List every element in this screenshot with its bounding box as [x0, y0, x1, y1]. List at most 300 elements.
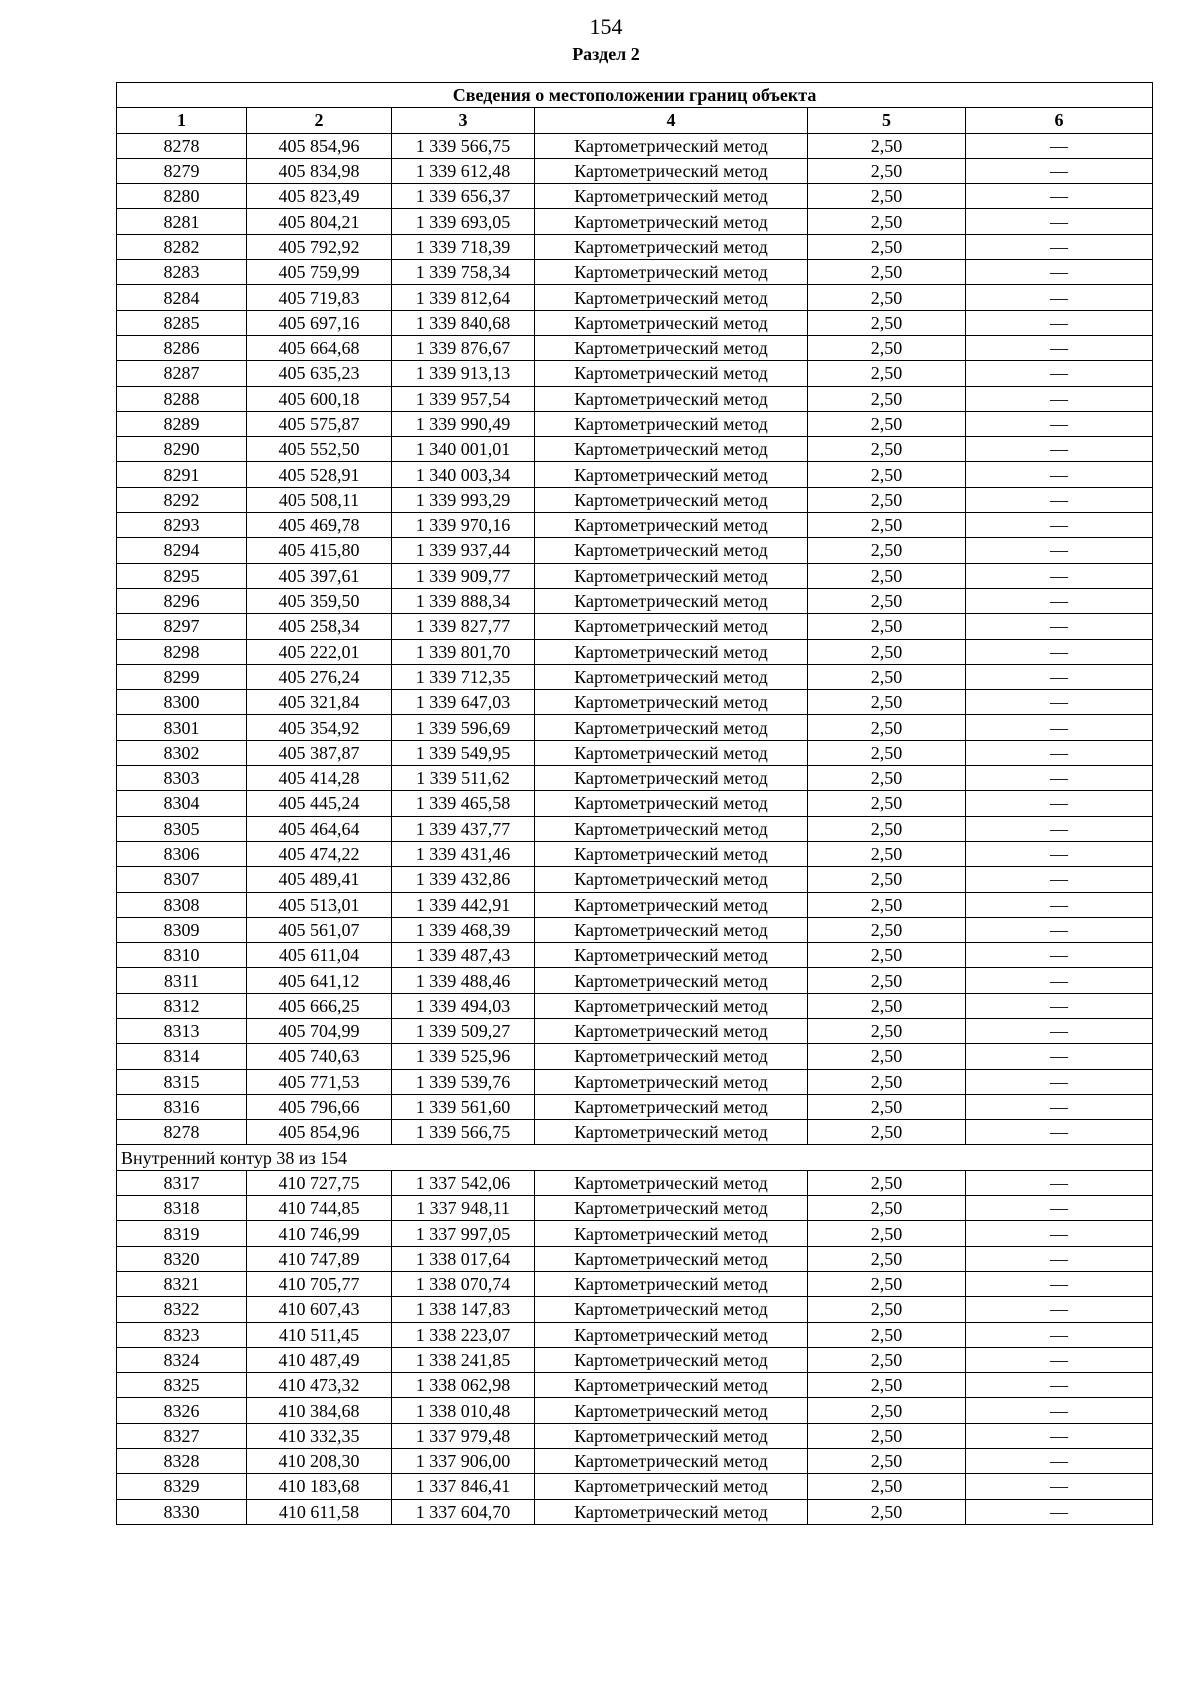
description-cell: — — [966, 968, 1153, 993]
description-cell: — — [966, 715, 1153, 740]
x-coordinate-cell: 405 854,96 — [247, 1120, 392, 1145]
description-cell: — — [966, 1196, 1153, 1221]
table-row — [117, 563, 1153, 588]
point-number-cell: 8280 — [117, 184, 247, 209]
method-cell: Картометрический метод — [535, 1499, 808, 1524]
table-row — [117, 1271, 1153, 1296]
method-cell: Картометрический метод — [535, 993, 808, 1018]
accuracy-cell: 2,50 — [808, 538, 966, 563]
method-cell: Картометрический метод — [535, 1271, 808, 1296]
table-row — [117, 1423, 1153, 1448]
description-cell: — — [966, 614, 1153, 639]
x-coordinate-cell: 410 473,32 — [247, 1373, 392, 1398]
y-coordinate-cell: 1 339 801,70 — [392, 639, 535, 664]
y-coordinate-cell: 1 339 656,37 — [392, 184, 535, 209]
accuracy-cell: 2,50 — [808, 1347, 966, 1372]
accuracy-cell: 2,50 — [808, 1044, 966, 1069]
y-coordinate-cell: 1 339 970,16 — [392, 513, 535, 538]
accuracy-cell: 2,50 — [808, 386, 966, 411]
point-number-cell: 8314 — [117, 1044, 247, 1069]
table-row — [117, 1297, 1153, 1322]
y-coordinate-cell: 1 337 604,70 — [392, 1499, 535, 1524]
accuracy-cell: 2,50 — [808, 1094, 966, 1119]
method-cell: Картометрический метод — [535, 968, 808, 993]
y-coordinate-cell: 1 339 990,49 — [392, 411, 535, 436]
description-cell: — — [966, 1449, 1153, 1474]
table-caption-row — [117, 83, 1153, 108]
y-coordinate-cell: 1 339 758,34 — [392, 260, 535, 285]
x-coordinate-cell: 410 511,45 — [247, 1322, 392, 1347]
method-cell: Картометрический метод — [535, 158, 808, 183]
accuracy-cell: 2,50 — [808, 1196, 966, 1221]
y-coordinate-cell: 1 339 712,35 — [392, 664, 535, 689]
method-cell: Картометрический метод — [535, 740, 808, 765]
x-coordinate-cell: 405 771,53 — [247, 1069, 392, 1094]
accuracy-cell: 2,50 — [808, 1297, 966, 1322]
column-number: 4 — [535, 108, 808, 133]
accuracy-cell: 2,50 — [808, 867, 966, 892]
section-title: Раздел 2 — [572, 44, 640, 64]
table-row — [117, 209, 1153, 234]
x-coordinate-cell: 405 792,92 — [247, 234, 392, 259]
method-cell: Картометрический метод — [535, 690, 808, 715]
method-cell: Картометрический метод — [535, 260, 808, 285]
method-cell: Картометрический метод — [535, 538, 808, 563]
accuracy-cell: 2,50 — [808, 993, 966, 1018]
table-row — [117, 614, 1153, 639]
y-coordinate-cell: 1 339 442,91 — [392, 892, 535, 917]
x-coordinate-cell: 405 321,84 — [247, 690, 392, 715]
method-cell: Картометрический метод — [535, 917, 808, 942]
point-number-cell: 8309 — [117, 917, 247, 942]
description-cell: — — [966, 690, 1153, 715]
method-cell: Картометрический метод — [535, 1474, 808, 1499]
method-cell: Картометрический метод — [535, 867, 808, 892]
point-number-cell: 8284 — [117, 285, 247, 310]
method-cell: Картометрический метод — [535, 1322, 808, 1347]
y-coordinate-cell: 1 339 488,46 — [392, 968, 535, 993]
description-cell: — — [966, 892, 1153, 917]
description-cell: — — [966, 1398, 1153, 1423]
x-coordinate-cell: 405 796,66 — [247, 1094, 392, 1119]
accuracy-cell: 2,50 — [808, 1221, 966, 1246]
description-cell: — — [966, 184, 1153, 209]
point-number-cell: 8329 — [117, 1474, 247, 1499]
method-cell: Картометрический метод — [535, 614, 808, 639]
y-coordinate-cell: 1 338 070,74 — [392, 1271, 535, 1296]
accuracy-cell: 2,50 — [808, 816, 966, 841]
description-cell: — — [966, 1297, 1153, 1322]
x-coordinate-cell: 405 719,83 — [247, 285, 392, 310]
point-number-cell: 8290 — [117, 437, 247, 462]
x-coordinate-cell: 405 387,87 — [247, 740, 392, 765]
table-row — [117, 993, 1153, 1018]
point-number-cell: 8330 — [117, 1499, 247, 1524]
description-cell: — — [966, 1120, 1153, 1145]
point-number-cell: 8286 — [117, 335, 247, 360]
accuracy-cell: 2,50 — [808, 462, 966, 487]
table-row — [117, 538, 1153, 563]
table-row — [117, 1347, 1153, 1372]
method-cell: Картометрический метод — [535, 892, 808, 917]
point-number-cell: 8294 — [117, 538, 247, 563]
description-cell: — — [966, 791, 1153, 816]
table-row — [117, 1246, 1153, 1271]
point-number-cell: 8307 — [117, 867, 247, 892]
x-coordinate-cell: 405 414,28 — [247, 766, 392, 791]
description-cell: — — [966, 411, 1153, 436]
y-coordinate-cell: 1 337 846,41 — [392, 1474, 535, 1499]
method-cell: Картометрический метод — [535, 513, 808, 538]
table-row — [117, 588, 1153, 613]
x-coordinate-cell: 405 641,12 — [247, 968, 392, 993]
point-number-cell: 8278 — [117, 1120, 247, 1145]
accuracy-cell: 2,50 — [808, 892, 966, 917]
x-coordinate-cell: 405 635,23 — [247, 361, 392, 386]
method-cell: Картометрический метод — [535, 766, 808, 791]
table-row — [117, 260, 1153, 285]
x-coordinate-cell: 410 747,89 — [247, 1246, 392, 1271]
y-coordinate-cell: 1 339 431,46 — [392, 841, 535, 866]
page-number: 154 — [589, 14, 623, 39]
accuracy-cell: 2,50 — [808, 943, 966, 968]
description-cell: — — [966, 538, 1153, 563]
table-row — [117, 639, 1153, 664]
y-coordinate-cell: 1 339 561,60 — [392, 1094, 535, 1119]
accuracy-cell: 2,50 — [808, 1423, 966, 1448]
x-coordinate-cell: 405 759,99 — [247, 260, 392, 285]
method-cell: Картометрический метод — [535, 1398, 808, 1423]
description-cell: — — [966, 1347, 1153, 1372]
y-coordinate-cell: 1 340 001,01 — [392, 437, 535, 462]
y-coordinate-cell: 1 338 010,48 — [392, 1398, 535, 1423]
x-coordinate-cell: 405 258,34 — [247, 614, 392, 639]
accuracy-cell: 2,50 — [808, 209, 966, 234]
x-coordinate-cell: 405 489,41 — [247, 867, 392, 892]
x-coordinate-cell: 405 804,21 — [247, 209, 392, 234]
description-cell: — — [966, 664, 1153, 689]
method-cell: Картометрический метод — [535, 1347, 808, 1372]
description-cell: — — [966, 943, 1153, 968]
description-cell: — — [966, 158, 1153, 183]
accuracy-cell: 2,50 — [808, 1271, 966, 1296]
method-cell: Картометрический метод — [535, 563, 808, 588]
table-row — [117, 791, 1153, 816]
description-cell: — — [966, 386, 1153, 411]
accuracy-cell: 2,50 — [808, 1449, 966, 1474]
description-cell: — — [966, 1246, 1153, 1271]
point-number-cell: 8300 — [117, 690, 247, 715]
point-number-cell: 8295 — [117, 563, 247, 588]
point-number-cell: 8302 — [117, 740, 247, 765]
table-row — [117, 133, 1153, 158]
x-coordinate-cell: 405 834,98 — [247, 158, 392, 183]
table-row — [117, 462, 1153, 487]
x-coordinate-cell: 405 561,07 — [247, 917, 392, 942]
description-cell: — — [966, 867, 1153, 892]
table-body-outer-contour — [117, 133, 1153, 1145]
description-cell: — — [966, 917, 1153, 942]
accuracy-cell: 2,50 — [808, 1373, 966, 1398]
accuracy-cell: 2,50 — [808, 513, 966, 538]
y-coordinate-cell: 1 339 566,75 — [392, 1120, 535, 1145]
column-number: 2 — [247, 108, 392, 133]
y-coordinate-cell: 1 337 948,11 — [392, 1196, 535, 1221]
y-coordinate-cell: 1 337 997,05 — [392, 1221, 535, 1246]
y-coordinate-cell: 1 339 549,95 — [392, 740, 535, 765]
method-cell: Картометрический метод — [535, 664, 808, 689]
method-cell: Картометрический метод — [535, 1120, 808, 1145]
point-number-cell: 8298 — [117, 639, 247, 664]
table-row — [117, 943, 1153, 968]
y-coordinate-cell: 1 339 465,58 — [392, 791, 535, 816]
table-row — [117, 690, 1153, 715]
accuracy-cell: 2,50 — [808, 1398, 966, 1423]
x-coordinate-cell: 410 746,99 — [247, 1221, 392, 1246]
accuracy-cell: 2,50 — [808, 766, 966, 791]
y-coordinate-cell: 1 339 432,86 — [392, 867, 535, 892]
table-row — [117, 1196, 1153, 1221]
point-number-cell: 8311 — [117, 968, 247, 993]
description-cell: — — [966, 1499, 1153, 1524]
table-row — [117, 1120, 1153, 1145]
y-coordinate-cell: 1 339 612,48 — [392, 158, 535, 183]
description-cell: — — [966, 1271, 1153, 1296]
point-number-cell: 8278 — [117, 133, 247, 158]
accuracy-cell: 2,50 — [808, 1170, 966, 1195]
table-row — [117, 968, 1153, 993]
accuracy-cell: 2,50 — [808, 614, 966, 639]
y-coordinate-cell: 1 339 812,64 — [392, 285, 535, 310]
method-cell: Картометрический метод — [535, 1196, 808, 1221]
accuracy-cell: 2,50 — [808, 1069, 966, 1094]
subsection-label: Внутренний контур 38 из 154 — [117, 1145, 1153, 1170]
x-coordinate-cell: 405 704,99 — [247, 1018, 392, 1043]
y-coordinate-cell: 1 339 888,34 — [392, 588, 535, 613]
y-coordinate-cell: 1 338 017,64 — [392, 1246, 535, 1271]
point-number-cell: 8317 — [117, 1170, 247, 1195]
y-coordinate-cell: 1 339 511,62 — [392, 766, 535, 791]
accuracy-cell: 2,50 — [808, 563, 966, 588]
accuracy-cell: 2,50 — [808, 1018, 966, 1043]
x-coordinate-cell: 405 464,64 — [247, 816, 392, 841]
table-subsection — [117, 1145, 1153, 1170]
table-row — [117, 715, 1153, 740]
point-number-cell: 8293 — [117, 513, 247, 538]
description-cell: — — [966, 1423, 1153, 1448]
y-coordinate-cell: 1 339 993,29 — [392, 487, 535, 512]
x-coordinate-cell: 405 697,16 — [247, 310, 392, 335]
point-number-cell: 8305 — [117, 816, 247, 841]
table-row — [117, 285, 1153, 310]
point-number-cell: 8315 — [117, 1069, 247, 1094]
point-number-cell: 8313 — [117, 1018, 247, 1043]
table-row — [117, 841, 1153, 866]
description-cell: — — [966, 310, 1153, 335]
subsection-row — [117, 1145, 1153, 1170]
accuracy-cell: 2,50 — [808, 664, 966, 689]
table-row — [117, 740, 1153, 765]
y-coordinate-cell: 1 339 909,77 — [392, 563, 535, 588]
method-cell: Картометрический метод — [535, 1297, 808, 1322]
point-number-cell: 8321 — [117, 1271, 247, 1296]
point-number-cell: 8316 — [117, 1094, 247, 1119]
point-number-cell: 8287 — [117, 361, 247, 386]
x-coordinate-cell: 410 208,30 — [247, 1449, 392, 1474]
x-coordinate-cell: 405 575,87 — [247, 411, 392, 436]
column-number: 3 — [392, 108, 535, 133]
accuracy-cell: 2,50 — [808, 1474, 966, 1499]
description-cell: — — [966, 1018, 1153, 1043]
point-number-cell: 8289 — [117, 411, 247, 436]
accuracy-cell: 2,50 — [808, 158, 966, 183]
method-cell: Картометрический метод — [535, 1069, 808, 1094]
accuracy-cell: 2,50 — [808, 690, 966, 715]
table-row — [117, 816, 1153, 841]
method-cell: Картометрический метод — [535, 411, 808, 436]
point-number-cell: 8310 — [117, 943, 247, 968]
x-coordinate-cell: 405 823,49 — [247, 184, 392, 209]
table-row — [117, 1398, 1153, 1423]
accuracy-cell: 2,50 — [808, 841, 966, 866]
method-cell: Картометрический метод — [535, 1018, 808, 1043]
table-row — [117, 1069, 1153, 1094]
description-cell: — — [966, 588, 1153, 613]
y-coordinate-cell: 1 339 566,75 — [392, 133, 535, 158]
description-cell: — — [966, 209, 1153, 234]
x-coordinate-cell: 405 666,25 — [247, 993, 392, 1018]
point-number-cell: 8288 — [117, 386, 247, 411]
y-coordinate-cell: 1 338 223,07 — [392, 1322, 535, 1347]
x-coordinate-cell: 405 397,61 — [247, 563, 392, 588]
table-row — [117, 386, 1153, 411]
y-coordinate-cell: 1 339 494,03 — [392, 993, 535, 1018]
x-coordinate-cell: 410 332,35 — [247, 1423, 392, 1448]
point-number-cell: 8327 — [117, 1423, 247, 1448]
method-cell: Картометрический метод — [535, 335, 808, 360]
x-coordinate-cell: 405 552,50 — [247, 437, 392, 462]
table-row — [117, 1499, 1153, 1524]
table-row — [117, 487, 1153, 512]
point-number-cell: 8297 — [117, 614, 247, 639]
y-coordinate-cell: 1 339 827,77 — [392, 614, 535, 639]
x-coordinate-cell: 410 744,85 — [247, 1196, 392, 1221]
accuracy-cell: 2,50 — [808, 133, 966, 158]
accuracy-cell: 2,50 — [808, 361, 966, 386]
accuracy-cell: 2,50 — [808, 968, 966, 993]
y-coordinate-cell: 1 339 913,13 — [392, 361, 535, 386]
point-number-cell: 8324 — [117, 1347, 247, 1372]
column-number: 5 — [808, 108, 966, 133]
method-cell: Картометрический метод — [535, 1094, 808, 1119]
point-number-cell: 8301 — [117, 715, 247, 740]
y-coordinate-cell: 1 339 487,43 — [392, 943, 535, 968]
x-coordinate-cell: 405 513,01 — [247, 892, 392, 917]
table-row — [117, 513, 1153, 538]
x-coordinate-cell: 405 611,04 — [247, 943, 392, 968]
table-row — [117, 1322, 1153, 1347]
table-row — [117, 335, 1153, 360]
description-cell: — — [966, 816, 1153, 841]
x-coordinate-cell: 405 354,92 — [247, 715, 392, 740]
method-cell: Картометрический метод — [535, 310, 808, 335]
table-row — [117, 917, 1153, 942]
point-number-cell: 8292 — [117, 487, 247, 512]
point-number-cell: 8281 — [117, 209, 247, 234]
column-number: 1 — [117, 108, 247, 133]
y-coordinate-cell: 1 339 525,96 — [392, 1044, 535, 1069]
y-coordinate-cell: 1 338 147,83 — [392, 1297, 535, 1322]
table-row — [117, 158, 1153, 183]
x-coordinate-cell: 405 222,01 — [247, 639, 392, 664]
table-row — [117, 664, 1153, 689]
description-cell: — — [966, 639, 1153, 664]
y-coordinate-cell: 1 337 906,00 — [392, 1449, 535, 1474]
method-cell: Картометрический метод — [535, 209, 808, 234]
y-coordinate-cell: 1 338 062,98 — [392, 1373, 535, 1398]
x-coordinate-cell: 410 727,75 — [247, 1170, 392, 1195]
x-coordinate-cell: 410 705,77 — [247, 1271, 392, 1296]
description-cell: — — [966, 487, 1153, 512]
accuracy-cell: 2,50 — [808, 184, 966, 209]
method-cell: Картометрический метод — [535, 184, 808, 209]
description-cell: — — [966, 462, 1153, 487]
x-coordinate-cell: 405 854,96 — [247, 133, 392, 158]
point-number-cell: 8325 — [117, 1373, 247, 1398]
method-cell: Картометрический метод — [535, 133, 808, 158]
method-cell: Картометрический метод — [535, 1044, 808, 1069]
method-cell: Картометрический метод — [535, 1423, 808, 1448]
description-cell: — — [966, 1094, 1153, 1119]
y-coordinate-cell: 1 339 596,69 — [392, 715, 535, 740]
accuracy-cell: 2,50 — [808, 1120, 966, 1145]
x-coordinate-cell: 405 445,24 — [247, 791, 392, 816]
x-coordinate-cell: 405 415,80 — [247, 538, 392, 563]
point-number-cell: 8328 — [117, 1449, 247, 1474]
accuracy-cell: 2,50 — [808, 639, 966, 664]
description-cell: — — [966, 1170, 1153, 1195]
method-cell: Картометрический метод — [535, 943, 808, 968]
method-cell: Картометрический метод — [535, 791, 808, 816]
method-cell: Картометрический метод — [535, 285, 808, 310]
y-coordinate-cell: 1 339 539,76 — [392, 1069, 535, 1094]
description-cell: — — [966, 1474, 1153, 1499]
boundary-coordinates-table — [116, 82, 1153, 1525]
y-coordinate-cell: 1 339 840,68 — [392, 310, 535, 335]
point-number-cell: 8303 — [117, 766, 247, 791]
point-number-cell: 8285 — [117, 310, 247, 335]
point-number-cell: 8304 — [117, 791, 247, 816]
description-cell: — — [966, 563, 1153, 588]
description-cell: — — [966, 513, 1153, 538]
point-number-cell: 8299 — [117, 664, 247, 689]
table-row — [117, 1170, 1153, 1195]
table-body-inner-contour — [117, 1170, 1153, 1524]
method-cell: Картометрический метод — [535, 841, 808, 866]
table-row — [117, 184, 1153, 209]
method-cell: Картометрический метод — [535, 639, 808, 664]
y-coordinate-cell: 1 339 468,39 — [392, 917, 535, 942]
x-coordinate-cell: 410 384,68 — [247, 1398, 392, 1423]
description-cell: — — [966, 766, 1153, 791]
description-cell: — — [966, 993, 1153, 1018]
point-number-cell: 8318 — [117, 1196, 247, 1221]
table-row — [117, 766, 1153, 791]
table-caption: Сведения о местоположении границ объекта — [117, 83, 1153, 108]
accuracy-cell: 2,50 — [808, 1246, 966, 1271]
description-cell: — — [966, 841, 1153, 866]
accuracy-cell: 2,50 — [808, 335, 966, 360]
